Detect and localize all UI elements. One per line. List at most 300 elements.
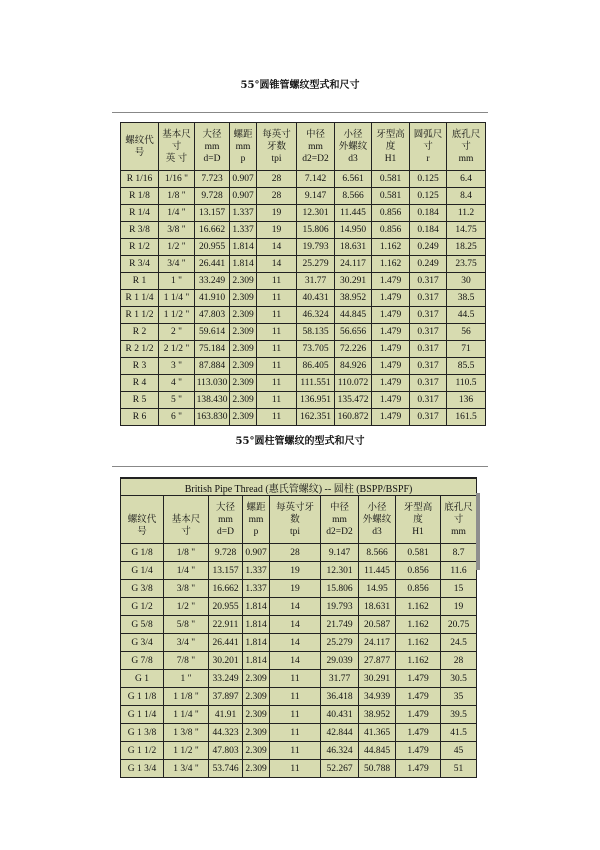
column-header <box>209 496 243 544</box>
header-line: 螺距 <box>233 129 253 140</box>
table-cell: 50.788 <box>359 760 396 778</box>
table-cell: 20.587 <box>359 616 396 634</box>
table-cell: G 1/4 <box>121 562 164 580</box>
table-cell: 1.479 <box>396 724 441 742</box>
table-cell: 1/4 " <box>164 562 209 580</box>
table-cell: 5/8 " <box>164 616 209 634</box>
table-cell: 2.309 <box>243 742 270 760</box>
table-cell: R 3/4 <box>121 256 159 273</box>
column-header <box>257 123 297 171</box>
table-cell: 11 <box>270 706 321 724</box>
table-cell: G 5/8 <box>121 616 164 634</box>
table-cell: 11.2 <box>447 205 486 222</box>
header-line: d2=D2 <box>326 526 353 537</box>
table-cell: 42.844 <box>321 724 359 742</box>
table-cell: 9.147 <box>321 544 359 562</box>
column-header <box>195 123 230 171</box>
table-cell: 1.814 <box>243 616 270 634</box>
table-cell: 53.746 <box>209 760 243 778</box>
column-header <box>121 496 164 544</box>
header-line: 大径 <box>202 129 222 140</box>
table-cell: 33.249 <box>195 273 230 290</box>
header-line: p <box>253 526 259 537</box>
header-line: 号 <box>137 526 147 537</box>
table-cell: 3 " <box>159 358 195 375</box>
table-cell: 14.75 <box>447 222 486 239</box>
table-cell: 1 " <box>164 670 209 688</box>
table-cell: 14 <box>257 256 297 273</box>
table-cell: 11 <box>257 307 297 324</box>
table-cell: 1.479 <box>396 670 441 688</box>
table-row <box>121 670 477 688</box>
table-row <box>121 409 486 426</box>
table-cell: 18.25 <box>447 239 486 256</box>
header-line: 牙型高 <box>403 502 433 513</box>
column-header <box>447 123 486 171</box>
table-cell: 2 " <box>159 324 195 341</box>
table-cell: 27.877 <box>359 652 396 670</box>
table-cell: 56 <box>447 324 486 341</box>
table-cell: 11 <box>257 409 297 426</box>
table-row <box>121 341 486 358</box>
table-cell: 14 <box>257 239 297 256</box>
table-cell: 7.723 <box>195 171 230 188</box>
table-cell: 2.309 <box>230 341 257 358</box>
table-cell: G 7/8 <box>121 652 164 670</box>
table-cell: 110.5 <box>447 375 486 392</box>
header-line: mm <box>248 514 264 525</box>
table-cell: 0.317 <box>410 341 447 358</box>
table-cell: 24.117 <box>359 634 396 652</box>
table-cell: 0.184 <box>410 205 447 222</box>
table-cell: 19 <box>270 562 321 580</box>
table-cell: 20.75 <box>441 616 477 634</box>
table-cell: 23.75 <box>447 256 486 273</box>
table-cell: 136 <box>447 392 486 409</box>
header-line: mm <box>308 141 323 152</box>
header-line: 牙型高 <box>376 129 405 140</box>
table-cell: G 1 <box>121 670 164 688</box>
table-cell: 14 <box>270 634 321 652</box>
header-line: 基本尺 <box>162 129 191 140</box>
table-cell: 20.955 <box>195 239 230 256</box>
table-row <box>121 616 477 634</box>
header-line: mm <box>332 514 347 525</box>
table-cell: 14 <box>270 652 321 670</box>
table-cell: 1.814 <box>243 598 270 616</box>
table-cell: 1.814 <box>230 256 257 273</box>
table-cell: 30 <box>447 273 486 290</box>
header-line: 度 <box>413 514 423 525</box>
table-cell: 1/4 " <box>159 205 195 222</box>
table-cell: 13.157 <box>209 562 243 580</box>
table-cell: 1.814 <box>230 239 257 256</box>
table-cell: 3/4 " <box>164 634 209 652</box>
table-row <box>121 171 486 188</box>
header-line: H1 <box>384 153 397 164</box>
header-line: 中径 <box>329 502 349 513</box>
table-row <box>121 724 477 742</box>
table-cell: 11 <box>270 760 321 778</box>
header-line: mm <box>235 141 251 152</box>
table-cell: 2.309 <box>230 392 257 409</box>
table-cell: 3/8 " <box>159 222 195 239</box>
table-cell: 2.309 <box>230 324 257 341</box>
table-cell: 22.911 <box>209 616 243 634</box>
table-cell: 20.955 <box>209 598 243 616</box>
table-cell: 11.445 <box>335 205 372 222</box>
table-cell: 19.793 <box>297 239 335 256</box>
table-cell: R 3 <box>121 358 159 375</box>
table-cell: 15.806 <box>297 222 335 239</box>
table-cell: 14.950 <box>335 222 372 239</box>
header-line: 螺距 <box>246 502 266 513</box>
table-cell: 7.142 <box>297 171 335 188</box>
header-line: 外螺纹 <box>338 141 368 152</box>
table-cell: 2.309 <box>243 706 270 724</box>
header-line: d=D <box>203 153 221 164</box>
header-line: 中径 <box>305 129 325 140</box>
table-cell: 0.907 <box>243 544 270 562</box>
table-cell: 39.5 <box>441 706 477 724</box>
table-cell: 44.5 <box>447 307 486 324</box>
header-line: 寸 <box>181 526 191 537</box>
table-cell: 28 <box>270 544 321 562</box>
table-cell: 0.317 <box>410 409 447 426</box>
table-cell: 1.814 <box>243 652 270 670</box>
table-cell: 0.907 <box>230 171 257 188</box>
header-line: 寸 <box>171 141 182 152</box>
table-cell: 1.162 <box>396 598 441 616</box>
table-cell: 1 1/8 " <box>164 688 209 706</box>
table-cell: 1 1/4 " <box>159 290 195 307</box>
table-row <box>121 307 486 324</box>
table-cell: 11.445 <box>359 562 396 580</box>
header-line: r <box>426 153 430 164</box>
table-cell: 161.5 <box>447 409 486 426</box>
header-line: 外螺纹 <box>362 514 392 525</box>
table-cell: 2.309 <box>230 273 257 290</box>
table-cell: 9.728 <box>209 544 243 562</box>
table-cell: 24.117 <box>335 256 372 273</box>
table-cell: 136.951 <box>297 392 335 409</box>
table-row <box>121 358 486 375</box>
table-row <box>121 188 486 205</box>
table-cell: 11 <box>257 290 297 307</box>
table-edge-shadow <box>476 538 480 570</box>
table-cell: R 1 1/4 <box>121 290 159 307</box>
column-header <box>441 496 477 544</box>
header-line: 小径 <box>343 129 363 140</box>
table-cell: 87.884 <box>195 358 230 375</box>
table-cell: 2 1/2 " <box>159 341 195 358</box>
table-cell: 16.662 <box>209 580 243 598</box>
table-caption-row <box>121 478 477 496</box>
header-line: 每英寸 <box>262 129 291 140</box>
table-cell: 11 <box>270 742 321 760</box>
table-cell: R 2 <box>121 324 159 341</box>
table-cell: R 6 <box>121 409 159 426</box>
table1-title: 55°圆锥管螺纹型式和尺寸 <box>240 80 360 91</box>
column-header <box>270 496 321 544</box>
table-row <box>121 634 477 652</box>
table-cell: 0.581 <box>396 544 441 562</box>
column-header <box>164 496 209 544</box>
table-cell: 21.749 <box>321 616 359 634</box>
table-cell: 12.301 <box>321 562 359 580</box>
table-cell: 1 " <box>159 273 195 290</box>
header-line: p <box>240 153 246 164</box>
table-cell: 1.162 <box>396 652 441 670</box>
header-line: mm <box>451 526 466 537</box>
table-cell: 0.856 <box>396 562 441 580</box>
table-cell: 11 <box>257 324 297 341</box>
header-line: mm <box>204 141 220 152</box>
table-cell: 25.279 <box>321 634 359 652</box>
header-line: 底孔尺 <box>451 129 481 140</box>
divider-line <box>112 466 488 467</box>
column-header <box>297 123 335 171</box>
table-cell: 3/4 " <box>159 256 195 273</box>
table-row <box>121 652 477 670</box>
table-cell: 0.249 <box>410 256 447 273</box>
table-cell: 135.472 <box>335 392 372 409</box>
table-cell: 138.430 <box>195 392 230 409</box>
table-row <box>121 562 477 580</box>
table-cell: G 1 1/8 <box>121 688 164 706</box>
column-header <box>321 496 359 544</box>
table-cell: 46.324 <box>321 742 359 760</box>
table-cell: 0.317 <box>410 392 447 409</box>
table-cell: 72.226 <box>335 341 372 358</box>
table-cell: 9.147 <box>297 188 335 205</box>
table-cell: 11 <box>270 688 321 706</box>
table-cell: 29.039 <box>321 652 359 670</box>
column-header <box>396 496 441 544</box>
table-cell: G 1 1/2 <box>121 742 164 760</box>
table-cell: 18.631 <box>359 598 396 616</box>
table-cell: 5 " <box>159 392 195 409</box>
table-cell: 41.5 <box>441 724 477 742</box>
table-cell: 0.856 <box>372 205 410 222</box>
table-cell: R 5 <box>121 392 159 409</box>
table-cell: 2.309 <box>230 358 257 375</box>
table-cell: 38.952 <box>359 706 396 724</box>
table-cell: 24.5 <box>441 634 477 652</box>
header-line: 号 <box>134 147 145 158</box>
header-line: 每英寸牙 <box>275 502 314 513</box>
table-cell: 18.631 <box>335 239 372 256</box>
table-cell: G 1 1/4 <box>121 706 164 724</box>
column-header <box>335 123 372 171</box>
table-cell: 37.897 <box>209 688 243 706</box>
table-cell: 1 3/8 " <box>164 724 209 742</box>
table-cell: 0.856 <box>396 580 441 598</box>
table-cell: 11 <box>257 392 297 409</box>
table-cell: 0.317 <box>410 307 447 324</box>
table-cell: 31.77 <box>321 670 359 688</box>
table-cell: 1.814 <box>243 634 270 652</box>
table-cell: 84.926 <box>335 358 372 375</box>
column-header <box>159 123 195 171</box>
table-cell: R 4 <box>121 375 159 392</box>
table-cell: 162.351 <box>297 409 335 426</box>
table-cell: 1 1/4 " <box>164 706 209 724</box>
column-header <box>121 123 159 171</box>
table-cell: 30.5 <box>441 670 477 688</box>
table-cell: 45 <box>441 742 477 760</box>
table-cell: 1.479 <box>372 358 410 375</box>
table-cell: 1.479 <box>372 375 410 392</box>
table-cell: 16.662 <box>195 222 230 239</box>
header-line: 小径 <box>367 502 387 513</box>
table-row <box>121 742 477 760</box>
table-cell: 26.441 <box>195 256 230 273</box>
table2-title: 55°圆柱管螺纹的型式和尺寸 <box>235 436 365 447</box>
header-row <box>121 123 486 171</box>
header-line: 圆弧尺 <box>413 129 443 140</box>
table-cell: 19 <box>257 205 297 222</box>
table-cell: 47.803 <box>195 307 230 324</box>
table-row <box>121 760 477 778</box>
table-caption: British Pipe Thread (惠氏管螺纹) -- 圆柱 (BSPP/BSPF) <box>121 478 477 496</box>
table-cell: 44.845 <box>335 307 372 324</box>
table-cell: 47.803 <box>209 742 243 760</box>
table-cell: 71 <box>447 341 486 358</box>
table-cell: 41.365 <box>359 724 396 742</box>
table-cell: 30.291 <box>335 273 372 290</box>
table-cell: 1.479 <box>372 392 410 409</box>
table-cell: 1.337 <box>230 222 257 239</box>
table-cell: 1/2 " <box>164 598 209 616</box>
table-row <box>121 375 486 392</box>
table-cell: 2.309 <box>243 670 270 688</box>
table-cell: 14 <box>270 598 321 616</box>
table-cell: 1/2 " <box>159 239 195 256</box>
table-cell: 13.157 <box>195 205 230 222</box>
header-line: H1 <box>412 526 424 537</box>
table-cell: 0.317 <box>410 375 447 392</box>
table-cell: 0.184 <box>410 222 447 239</box>
table-row <box>121 598 477 616</box>
cylindrical-thread-table <box>120 477 477 778</box>
table-cell: 11 <box>257 273 297 290</box>
table-cell: 0.317 <box>410 324 447 341</box>
header-line: 基本尺 <box>171 514 201 525</box>
header-row <box>121 496 477 544</box>
table-cell: R 1/8 <box>121 188 159 205</box>
table-cell: 28 <box>257 171 297 188</box>
table-cell: 34.939 <box>359 688 396 706</box>
table-cell: 2.309 <box>243 760 270 778</box>
header-line: 度 <box>385 141 396 152</box>
table-cell: 12.301 <box>297 205 335 222</box>
table-cell: R 1 1/2 <box>121 307 159 324</box>
table-row <box>121 273 486 290</box>
header-line: 寸 <box>453 514 464 525</box>
table-cell: 19 <box>257 222 297 239</box>
table-cell: 11.6 <box>441 562 477 580</box>
header-line: 螺纹代 <box>127 514 157 525</box>
table-cell: 1.479 <box>372 307 410 324</box>
table-cell: 7/8 " <box>164 652 209 670</box>
table-cell: 3/8 " <box>164 580 209 598</box>
table-cell: 31.77 <box>297 273 335 290</box>
table-cell: 38.5 <box>447 290 486 307</box>
header-line: 寸 <box>423 141 433 152</box>
header-line: d=D <box>217 526 234 537</box>
header-line: tpi <box>289 526 301 537</box>
table-cell: 2.309 <box>230 409 257 426</box>
table-cell: 111.551 <box>297 375 335 392</box>
table-row <box>121 706 477 724</box>
table-cell: G 1/2 <box>121 598 164 616</box>
table-row <box>121 392 486 409</box>
column-header <box>372 123 410 171</box>
column-header <box>243 496 270 544</box>
table-cell: 1.479 <box>396 706 441 724</box>
table-cell: 19 <box>441 598 477 616</box>
header-line: mm <box>458 153 474 164</box>
table-cell: 0.581 <box>372 171 410 188</box>
table-cell: R 1 <box>121 273 159 290</box>
table-cell: 51 <box>441 760 477 778</box>
table-cell: 1.337 <box>243 580 270 598</box>
table-cell: 1.479 <box>372 273 410 290</box>
table-cell: 8.7 <box>441 544 477 562</box>
table-cell: 0.317 <box>410 358 447 375</box>
table-cell: 19 <box>270 580 321 598</box>
table-cell: 11 <box>270 670 321 688</box>
table-cell: G 3/8 <box>121 580 164 598</box>
table-cell: 0.125 <box>410 171 447 188</box>
table-cell: 1.162 <box>396 634 441 652</box>
conical-thread-table <box>120 122 486 426</box>
table-cell: 6.4 <box>447 171 486 188</box>
table-cell: 33.249 <box>209 670 243 688</box>
table-row <box>121 222 486 239</box>
table-cell: R 1/2 <box>121 239 159 256</box>
header-line: mm <box>218 514 233 525</box>
table-cell: 0.581 <box>372 188 410 205</box>
table-cell: 2.309 <box>230 375 257 392</box>
table-cell: R 3/8 <box>121 222 159 239</box>
table-cell: 0.249 <box>410 239 447 256</box>
table-cell: 2.309 <box>230 290 257 307</box>
table-cell: 0.907 <box>230 188 257 205</box>
table-cell: 1.479 <box>372 341 410 358</box>
header-line: d3 <box>372 526 382 537</box>
table-cell: 4 " <box>159 375 195 392</box>
table-cell: 11 <box>257 358 297 375</box>
table-cell: 44.323 <box>209 724 243 742</box>
table-cell: 1.479 <box>372 290 410 307</box>
table-cell: 1 3/4 " <box>164 760 209 778</box>
table-cell: 36.418 <box>321 688 359 706</box>
table-cell: 1.479 <box>396 760 441 778</box>
header-line: d2=D2 <box>302 153 329 164</box>
table-cell: 46.324 <box>297 307 335 324</box>
table-row <box>121 544 477 562</box>
table-cell: G 1 3/8 <box>121 724 164 742</box>
table-cell: 14 <box>270 616 321 634</box>
table-cell: 40.431 <box>321 706 359 724</box>
column-header <box>359 496 396 544</box>
table-cell: 6.561 <box>335 171 372 188</box>
table-cell: 1/8 " <box>164 544 209 562</box>
table-cell: 40.431 <box>297 290 335 307</box>
table-cell: 58.135 <box>297 324 335 341</box>
